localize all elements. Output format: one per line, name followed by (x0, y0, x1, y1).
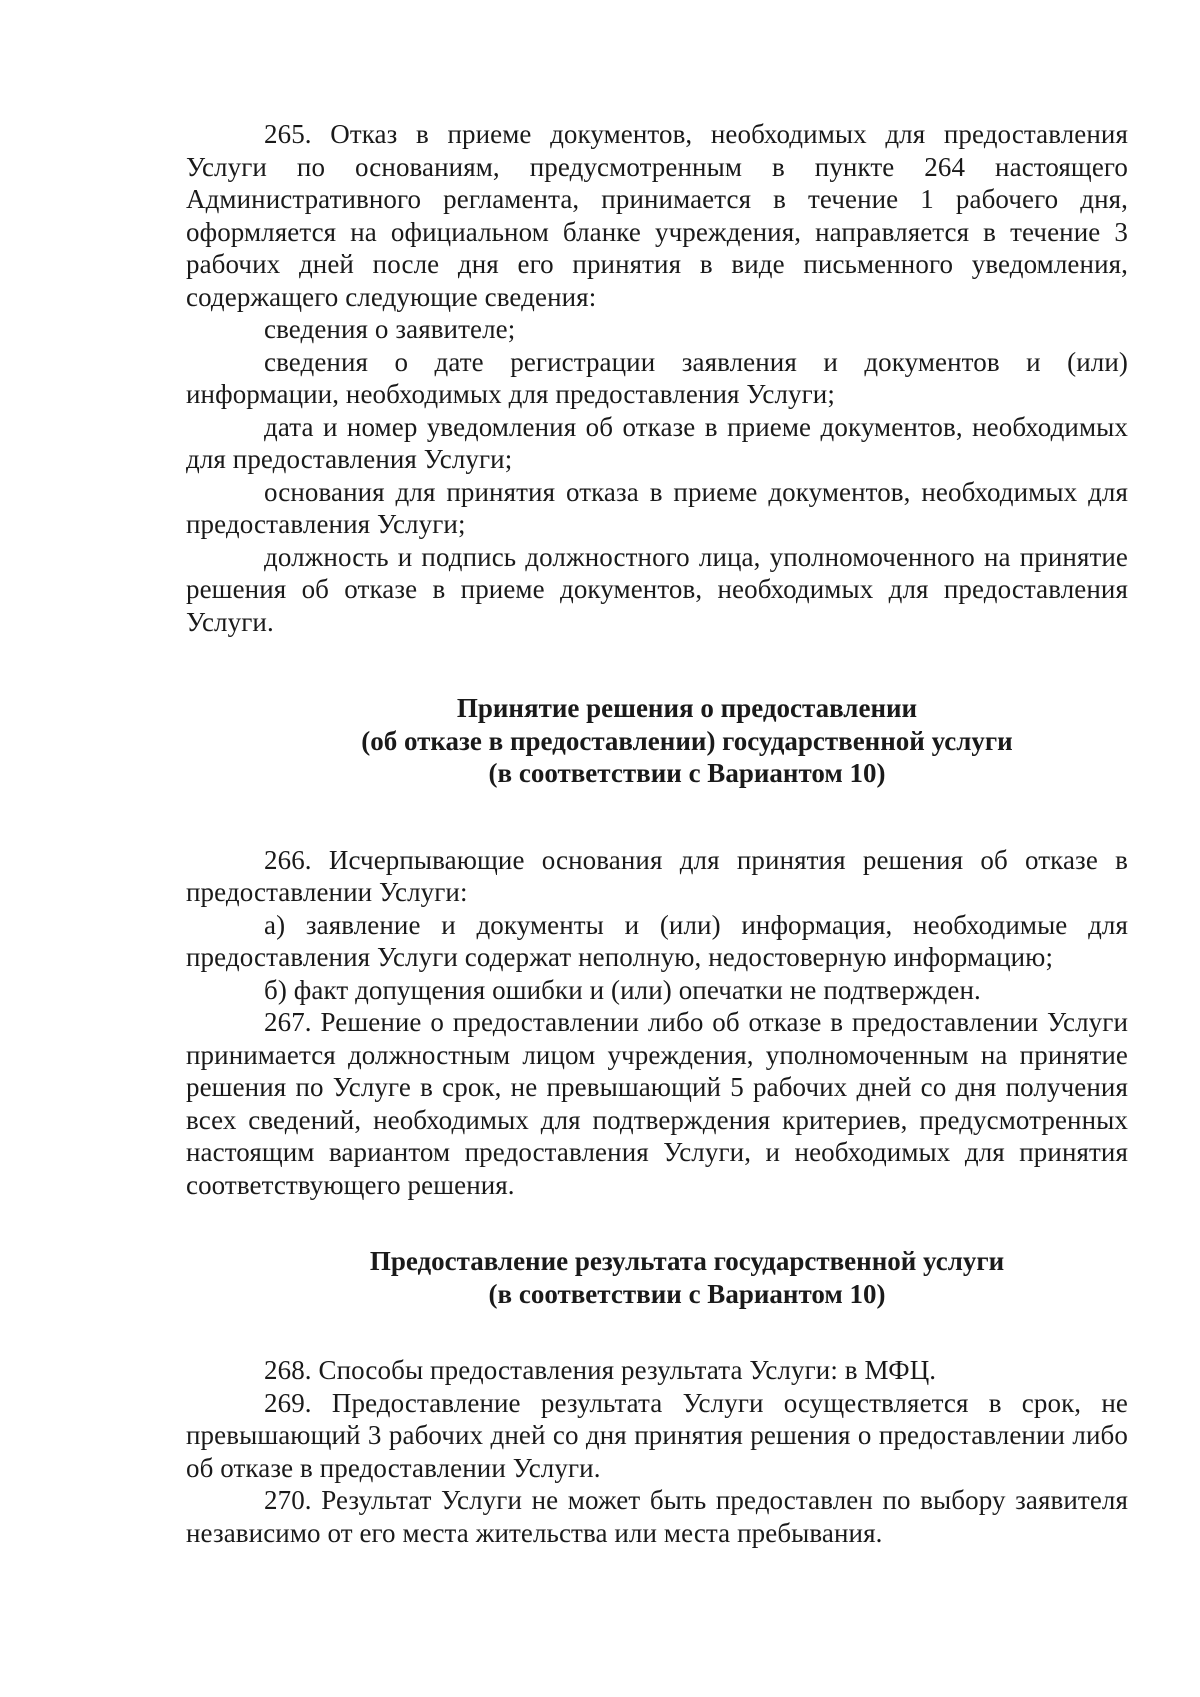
paragraph-265: 265. Отказ в приеме документов, необходимых для предоставления Услуги по основаниям, предусмотренным в пункте 264 настоящего Административного регламента, принимается в течение 1 рабочего дня, оформляется на официальном бланке учреждения, направляется в течение 3 рабочих дней после дня его принятия в виде письменного уведомления, содержащего следующие сведения: (186, 119, 1128, 312)
paragraph-266: 266. Исчерпывающие основания для принятия решения об отказе в предоставлении Услуги: (186, 844, 1128, 907)
heading-line: (в соответствии с Вариантом 10) (488, 758, 886, 788)
paragraph-267: 267. Решение о предоставлении либо об отказе в предоставлении Услуги принимается должностным лицом учреждения, уполномоченным на принятие решения по Услуге в срок, не превышающий 5 рабочих дней со дня получения всех сведений, необходимых для подтверждения критериев, предусмотренных настоящим вариантом предоставления Услуги, и необходимых для принятия соответствующего решения. (186, 1007, 1128, 1200)
paragraph-269: 269. Предоставление результата Услуги осуществляется в срок, не превышающий 3 рабочих дней со дня принятия решения о предоставлении либо об отказе в предоставлении Услуги. (186, 1387, 1128, 1483)
list-item-applicant-info: сведения о заявителе; (264, 314, 516, 344)
list-item-refusal-grounds: основания для принятия отказа в приеме документов, необходимых для предоставления Услуги; (186, 476, 1128, 539)
list-item-official-signature: должность и подпись должностного лица, уполномоченного на принятие решения об отказе в приеме документов, необходимых для предоставления Услуги. (186, 541, 1128, 637)
section-heading-decision (186, 692, 1128, 790)
section-heading-result (186, 1245, 1128, 1310)
heading-line: (об отказе в предоставлении) государственной услуги (361, 725, 1013, 756)
heading-line: Предоставление результата государственной услуги (369, 1246, 1005, 1276)
list-item-registration-date: сведения о дате регистрации заявления и документов и (или) информации, необходимых для предоставления Услуги; (186, 346, 1128, 409)
list-item-notice-date-number: дата и номер уведомления об отказе в приеме документов, необходимых для предоставления Услуги; (186, 411, 1128, 474)
paragraph-268: 268. Способы предоставления результата Услуги: в МФЦ. (264, 1355, 937, 1385)
paragraph-270: 270. Результат Услуги не может быть предоставлен по выбору заявителя независимо от его места жительства или места пребывания. (186, 1485, 1128, 1548)
heading-line: Принятие решения о предоставлении (456, 693, 918, 723)
list-item-b: б) факт допущения ошибки и (или) опечатки не подтвержден. (264, 974, 981, 1005)
list-item-a: а) заявление и документы и (или) информация, необходимые для предоставления Услуги содержат неполную, недостоверную информацию; (186, 909, 1128, 972)
heading-line: (в соответствии с Вариантом 10) (488, 1278, 886, 1309)
document-body (186, 118, 1128, 1549)
